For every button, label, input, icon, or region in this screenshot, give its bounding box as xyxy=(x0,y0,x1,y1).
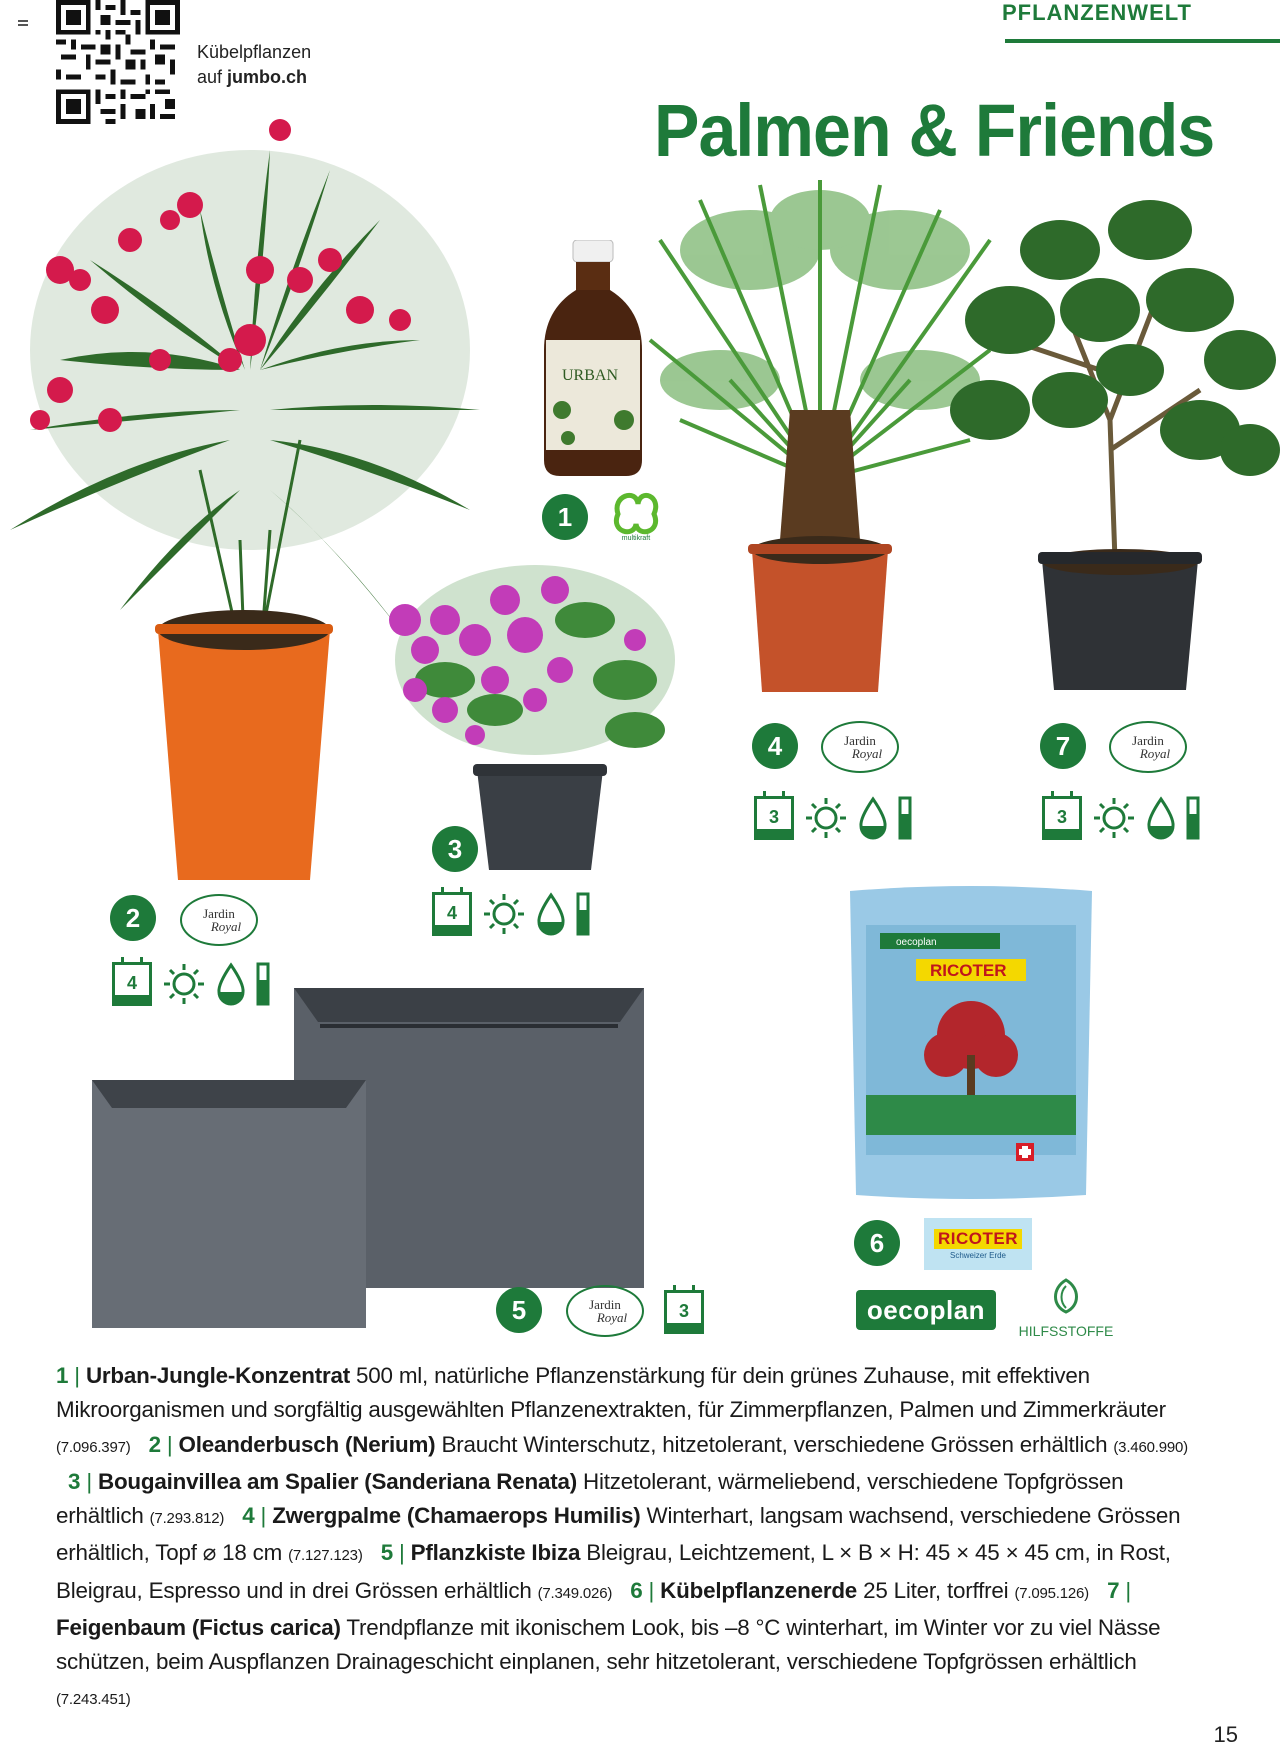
product-5: 5 | Pflanzkiste Ibiza Bleigrau, Leichtzement, L × B × H: 45 × 45 × 45 cm, in Rost, Bleigrau, Espresso und in drei Grössen erhältlich (7.349.026) xyxy=(56,1540,1171,1603)
badge-5: 5 xyxy=(496,1287,542,1333)
product-4: 4 | Zwergpalme (Chamaerops Humilis) Winterhart, langsam wachsend, verschiedene Grössen erhältlich, Topf ⌀ 18 cm (7.127.123) xyxy=(56,1503,1181,1566)
care-icons-4 xyxy=(754,796,912,840)
hilfsstoffe-label xyxy=(1016,1278,1116,1339)
calendar-icon xyxy=(754,796,794,840)
qr-caption xyxy=(197,40,311,90)
badge-6: 6 xyxy=(854,1220,900,1266)
product-number: 7 xyxy=(1107,1577,1120,1603)
hilfsstoffe-text: HILFSSTOFFE xyxy=(1018,1323,1114,1339)
calendar-icon xyxy=(664,1290,704,1334)
water-drop-icon xyxy=(536,892,566,936)
care-icons-3 xyxy=(432,892,590,936)
article-number: (7.293.812) xyxy=(149,1510,225,1528)
product-1: 1 | Urban-Jungle-Konzentrat 500 ml, natürliche Pflanzenstärkung für dein grünes Zuhause, mit effektiven Mikroorganismen und sorgfältig ausgewählten Pflanzenextrakten, für Zimmerpflanzen, Palmen und Zimmerkräuter (7.096.397) xyxy=(56,1363,1166,1456)
menu-mark xyxy=(18,20,28,26)
royal-logo-text: Royal xyxy=(1139,746,1171,761)
water-drop-icon xyxy=(1146,796,1176,840)
jardin-royal-logo-5 xyxy=(566,1285,644,1337)
product-number: 6 xyxy=(630,1577,643,1603)
badge-3: 3 xyxy=(432,826,478,872)
ricoter-logo-text: RICOTER xyxy=(934,1229,1022,1249)
soil-bag-image xyxy=(846,885,1096,1200)
product-6: 6 | Kübelpflanzenerde 25 Liter, torffrei (7.095.126) xyxy=(630,1577,1089,1603)
product-name: Bougainvillea am Spalier (Sanderiana Renata) xyxy=(97,1468,577,1494)
product-name: Pflanzkiste Ibiza xyxy=(410,1540,581,1566)
ricoter-logo xyxy=(924,1218,1032,1270)
fig-tree-image xyxy=(950,190,1280,700)
product-text: Braucht Winterschutz, hitzetolerant, verschiedene Grössen erhältlich xyxy=(435,1431,1114,1457)
jardin-logo-text: Jardin xyxy=(203,906,235,921)
product-name: Oleanderbusch (Nerium) xyxy=(178,1431,436,1457)
sun-icon xyxy=(804,796,848,840)
product-text: 25 Liter, torffrei xyxy=(857,1577,1015,1603)
calendar-icon xyxy=(1042,796,1082,840)
jardin-logo-text: Jardin xyxy=(844,733,876,748)
product-2: 2 | Oleanderbusch (Nerium) Braucht Winterschutz, hitzetolerant, verschiedene Grössen erhältlich (3.460.990) xyxy=(148,1431,1188,1457)
product-number: 1 xyxy=(56,1363,69,1388)
page-title: Palmen & Friends xyxy=(654,89,1215,172)
royal-logo-text: Royal xyxy=(596,1310,628,1325)
product-name: Kübelpflanzenerde xyxy=(660,1577,858,1603)
palm-image xyxy=(640,180,1000,700)
sun-icon xyxy=(482,892,526,936)
water-drop-icon xyxy=(858,796,888,840)
product-7: 7 | Feigenbaum (Fictus carica) Trendpflanze mit ikonischem Look, bis –8 °C winterhart, im Winter vor zu viel Nässe schützen, beim Auspflanzen Drainageschicht einplanen, sehr hitzetolerant, verschiedene Topfgrössen erhältlich (7.243.451) xyxy=(56,1577,1161,1708)
qr-code[interactable] xyxy=(56,0,180,124)
jardin-royal-logo-4 xyxy=(821,721,899,773)
page-number: 15 xyxy=(1213,1722,1238,1747)
product-text: Bleigrau, Leichtzement, L × B × H: 45 × 45 × 45 cm, in Rost, Bleigrau, Espresso und in drei Grössen erhältlich xyxy=(56,1540,1171,1603)
product-number: 2 xyxy=(148,1431,161,1457)
product-descriptions xyxy=(56,1359,1196,1717)
calendar-months: 4 xyxy=(446,903,457,923)
calendar-icon xyxy=(432,892,472,936)
badge-1: 1 xyxy=(542,494,588,540)
moisture-level-icon xyxy=(1186,796,1200,840)
product-name: Urban-Jungle-Konzentrat xyxy=(85,1363,351,1388)
product-text: Hitzetolerant, wärmeliebend, verschiedene Topfgrössen erhältlich xyxy=(56,1468,1124,1529)
calendar-months: 3 xyxy=(768,807,779,827)
article-number: (7.096.397) xyxy=(56,1438,131,1456)
article-number: (7.243.451) xyxy=(56,1690,131,1708)
section-label: PFLANZENWELT xyxy=(1001,0,1192,25)
badge-2: 2 xyxy=(110,895,156,941)
product-text: Trendpflanze mit ikonischem Look, bis –8 °C winterhart, im Winter vor zu viel Nässe schützen, beim Auspflanzen Drainageschicht einplanen, sehr hitzetolerant, verschiedene Topfgrössen erhältlich xyxy=(56,1615,1161,1675)
bottle-label: URBAN xyxy=(562,367,619,384)
moisture-level-icon xyxy=(898,796,912,840)
urban-jungle-bottle xyxy=(538,240,648,476)
moisture-level-icon xyxy=(256,962,270,1006)
product-number: 4 xyxy=(242,1503,255,1529)
product-number: 3 xyxy=(68,1468,81,1494)
oecoplan-logo: oecoplan xyxy=(856,1290,996,1330)
bag-name-label: RICOTER xyxy=(930,961,1007,980)
product-name: Feigenbaum (Fictus carica) xyxy=(56,1615,341,1641)
care-icons-7 xyxy=(1042,796,1200,840)
badge-7: 7 xyxy=(1040,723,1086,769)
calendar-icon xyxy=(112,962,152,1006)
sun-icon xyxy=(1092,796,1136,840)
jumbo-link[interactable]: jumbo.ch xyxy=(227,67,308,87)
badge-4: 4 xyxy=(752,723,798,769)
product-name: Zwergpalme (Chamaerops Humilis) xyxy=(272,1503,641,1529)
moisture-level-icon xyxy=(576,892,590,936)
jardin-logo-text: Jardin xyxy=(1132,733,1164,748)
planter-ibiza-image xyxy=(88,988,648,1328)
product-3: 3 | Bougainvillea am Spalier (Sanderiana Renata) Hitzetolerant, wärmeliebend, verschiedene Topfgrössen erhältlich (7.293.812) xyxy=(56,1468,1124,1529)
product-text: 500 ml, natürliche Pflanzenstärkung für dein grünes Zuhause, mit effektiven Mikroorganismen und sorgfältig ausgewählten Pflanzenextrakten, für Zimmerpflanzen, Palmen und Zimmerkräuter xyxy=(56,1363,1166,1423)
qr-caption-prefix: auf xyxy=(197,67,228,87)
jardin-royal-logo-2 xyxy=(180,894,258,946)
product-number: 5 xyxy=(380,1540,393,1566)
article-number: (7.127.123) xyxy=(288,1547,363,1565)
care-icons-5 xyxy=(664,1290,704,1334)
article-number: (7.349.026) xyxy=(537,1584,613,1602)
royal-logo-text: Royal xyxy=(851,746,883,761)
bag-brand-label: oecoplan xyxy=(896,937,937,948)
qr-caption-line1: Kübelpflanzen xyxy=(197,42,312,62)
section-rule xyxy=(1005,39,1280,43)
article-number: (7.095.126) xyxy=(1014,1584,1089,1602)
care-icons-2 xyxy=(112,962,270,1006)
article-number: (3.460.990) xyxy=(1113,1438,1188,1456)
jardin-logo-text: Jardin xyxy=(589,1297,621,1312)
product-text: Winterhart, langsam wachsend, verschiedene Grössen erhältlich, Topf ⌀ 18 cm xyxy=(56,1503,1181,1566)
multikraft-label: multikraft xyxy=(621,535,651,542)
royal-logo-text: Royal xyxy=(210,919,242,934)
calendar-months: 3 xyxy=(678,1301,689,1321)
jardin-royal-logo-7 xyxy=(1109,721,1187,773)
water-drop-icon xyxy=(216,962,246,1006)
ricoter-logo-subtext: Schweizer Erde xyxy=(949,1250,1007,1260)
calendar-months: 3 xyxy=(1056,807,1067,827)
leaf-icon xyxy=(1048,1278,1084,1314)
calendar-months: 4 xyxy=(126,973,137,993)
sun-icon xyxy=(162,962,206,1006)
